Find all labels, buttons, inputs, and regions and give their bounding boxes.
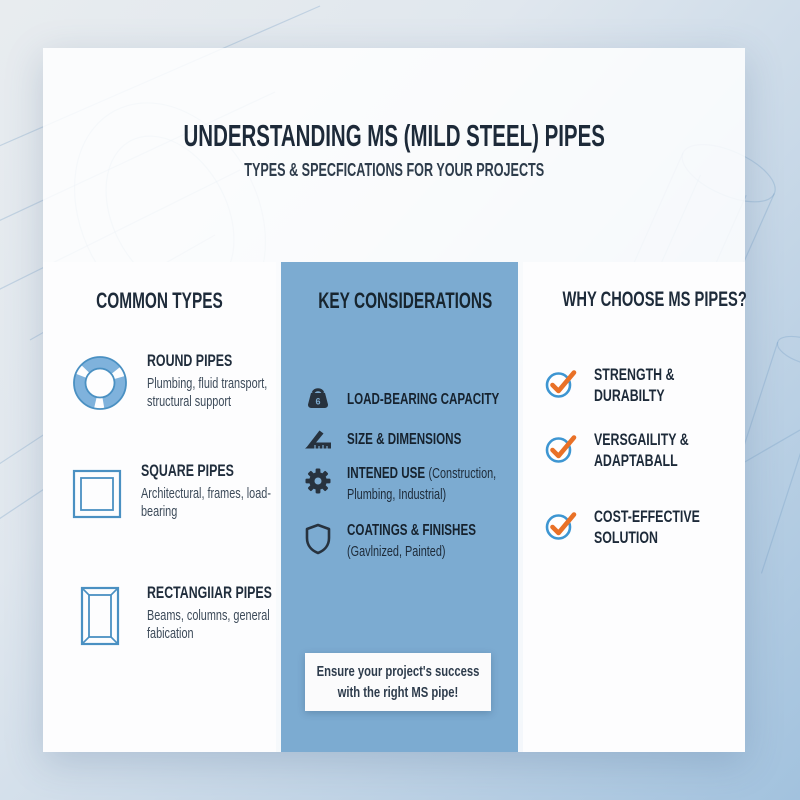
check-icon bbox=[543, 507, 579, 548]
key-considerations-header: KEY CONSIDERATIONS bbox=[318, 288, 493, 313]
benefit-title: VERSGAILITY & ADAPTABALL bbox=[594, 431, 689, 470]
page-subtitle: TYPES & SPECFICATIONS FOR YOUR PROJECTS bbox=[244, 160, 544, 180]
round-pipe-icon bbox=[69, 352, 131, 419]
rectangular-pipe-icon bbox=[77, 584, 123, 653]
list-item bbox=[543, 365, 784, 406]
why-choose-header: WHY CHOOSE MS PIPES? bbox=[562, 288, 747, 311]
item-title: INTENED USE bbox=[347, 465, 426, 482]
item-title: COATINGS & FINISHES bbox=[347, 522, 476, 539]
weight-icon bbox=[303, 382, 333, 417]
common-types-header: COMMON TYPES bbox=[96, 288, 223, 313]
key-considerations-panel bbox=[281, 262, 518, 752]
list-item bbox=[543, 430, 784, 471]
item-description: Architectural, frames, load-bearing bbox=[141, 485, 271, 521]
svg-text:6: 6 bbox=[315, 396, 321, 407]
page-title: UNDERSTANDING MS (MILD STEEL) PIPES bbox=[183, 118, 605, 153]
item-description: (Construction, Plumbing, Industrial) bbox=[347, 466, 497, 504]
item-description: Plumbing, fluid transport, structural support bbox=[147, 375, 268, 411]
ruler-icon bbox=[303, 422, 333, 457]
item-title: SIZE & DIMENSIONS bbox=[347, 430, 462, 448]
benefit-title: COST-EFFECTIVE SOLUTION bbox=[594, 508, 700, 547]
gear-icon bbox=[303, 466, 333, 501]
callout-box bbox=[305, 653, 491, 711]
item-description: (Gavlnized, Painted) bbox=[347, 544, 446, 561]
item-title: ROUND PIPES bbox=[147, 352, 233, 370]
item-title: LOAD-BEARING CAPACITY bbox=[347, 390, 500, 408]
benefit-title: STRENGTH & DURABILTY bbox=[594, 366, 675, 405]
list-item bbox=[543, 507, 784, 548]
why-choose-panel bbox=[523, 262, 745, 752]
check-icon bbox=[543, 365, 579, 406]
shield-icon bbox=[303, 522, 333, 561]
check-icon bbox=[543, 430, 579, 471]
item-title: RECTANGIIAR PIPES bbox=[147, 584, 272, 602]
item-description: Beams, columns, general fabication bbox=[147, 607, 270, 643]
callout-text: Ensure your project's success with the right MS pipe! bbox=[316, 663, 480, 701]
common-types-panel bbox=[43, 262, 276, 752]
infographic-card bbox=[43, 48, 745, 752]
item-title: SQUARE PIPES bbox=[141, 462, 234, 480]
square-pipe-icon bbox=[69, 466, 125, 527]
